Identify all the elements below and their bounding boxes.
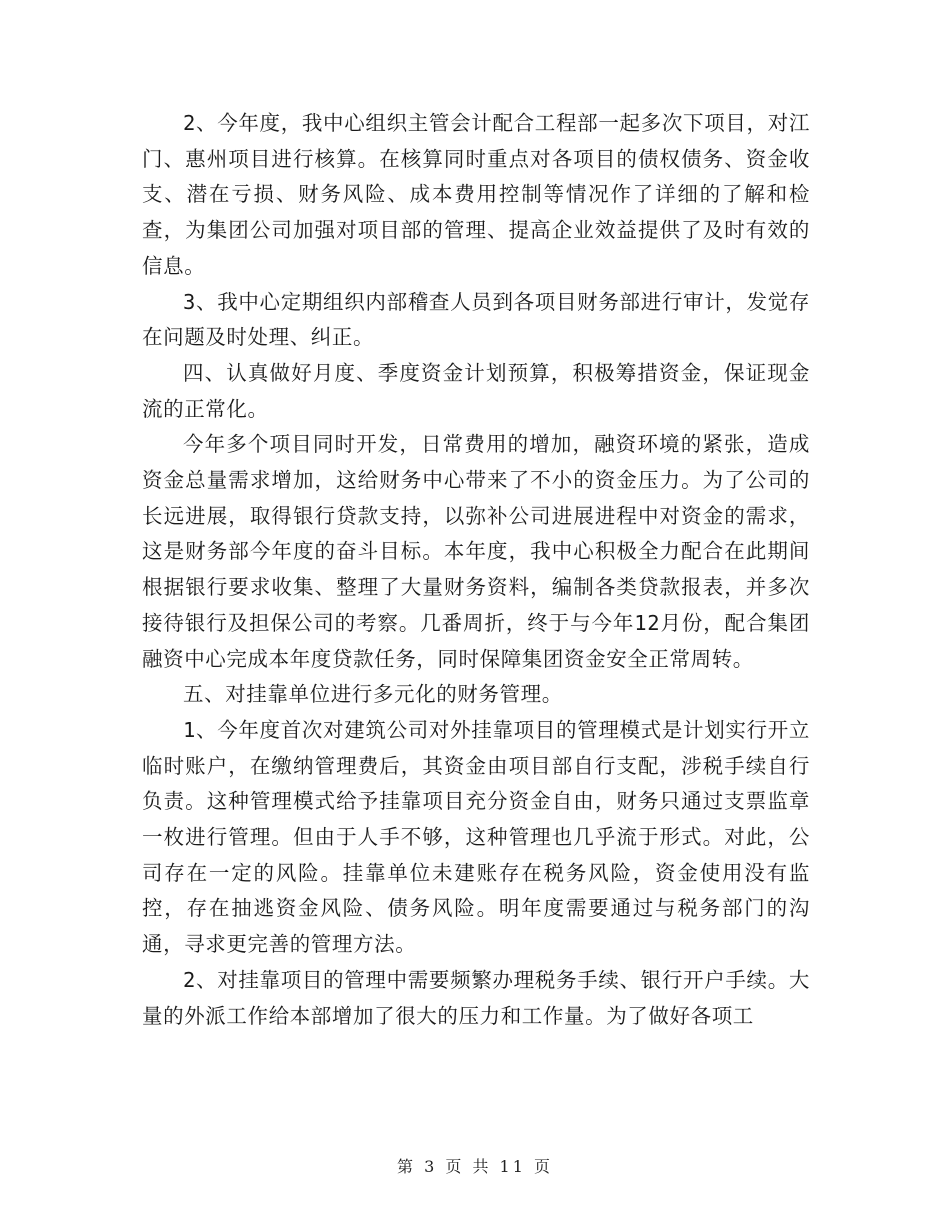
paragraph: 五、对挂靠单位进行多元化的财务管理。	[183, 682, 563, 707]
page-number-footer: 第 3 页 共 11 页	[397, 1157, 553, 1176]
paragraph: 2、今年度，我中心组织主管会计配合工程部一起多次下项目，对江门、惠州项目进行核算。在核算同时重点对各项目的债权债务、资金收支、潜在亏损、财务风险、成本费用控制等情况作了详细的了解和检查，为集团公司加强对项目部的管理、提高企业效益提供了及时有效的信息。	[142, 111, 810, 278]
paragraph: 四、认真做好月度、季度资金计划预算，积极筹措资金，保证现金流的正常化。	[142, 360, 810, 421]
document-body	[142, 106, 810, 1034]
paragraph: 3、我中心定期组织内部稽查人员到各项目财务部进行审计，发觉存在问题及时处理、纠正。	[142, 289, 810, 350]
paragraph: 今年多个项目同时开发，日常费用的增加，融资环境的紧张，造成资金总量需求增加，这给财务中心带来了不小的资金压力。为了公司的长远进展，取得银行贷款支持，以弥补公司进展进程中对资金的需求，这是财务部今年度的奋斗目标。本年度，我中心积极全力配合在此期间根据银行要求收集、整理了大量财务资料，编制各类贷款报表，并多次接待银行及担保公司的考察。几番周折，终于与今年12月份，配合集团融资中心完成本年度贷款任务，同时保障集团资金安全正常周转。	[142, 432, 810, 671]
paragraph: 2、对挂靠项目的管理中需要频繁办理税务手续、银行开户手续。大量的外派工作给本部增加了很大的压力和工作量。为了做好各项工	[142, 967, 810, 1028]
paragraph: 1、今年度首次对建筑公司对外挂靠项目的管理模式是计划实行开立临时账户，在缴纳管理费后，其资金由项目部自行支配，涉税手续自行负责。这种管理模式给予挂靠项目充分资金自由，财务只通过支票监章一枚进行管理。但由于人手不够，这种管理也几乎流于形式。对此，公司存在一定的风险。挂靠单位未建账存在税务风险，资金使用没有监控，存在抽逃资金风险、债务风险。明年度需要通过与税务部门的沟通，寻求更完善的管理方法。	[142, 717, 810, 957]
